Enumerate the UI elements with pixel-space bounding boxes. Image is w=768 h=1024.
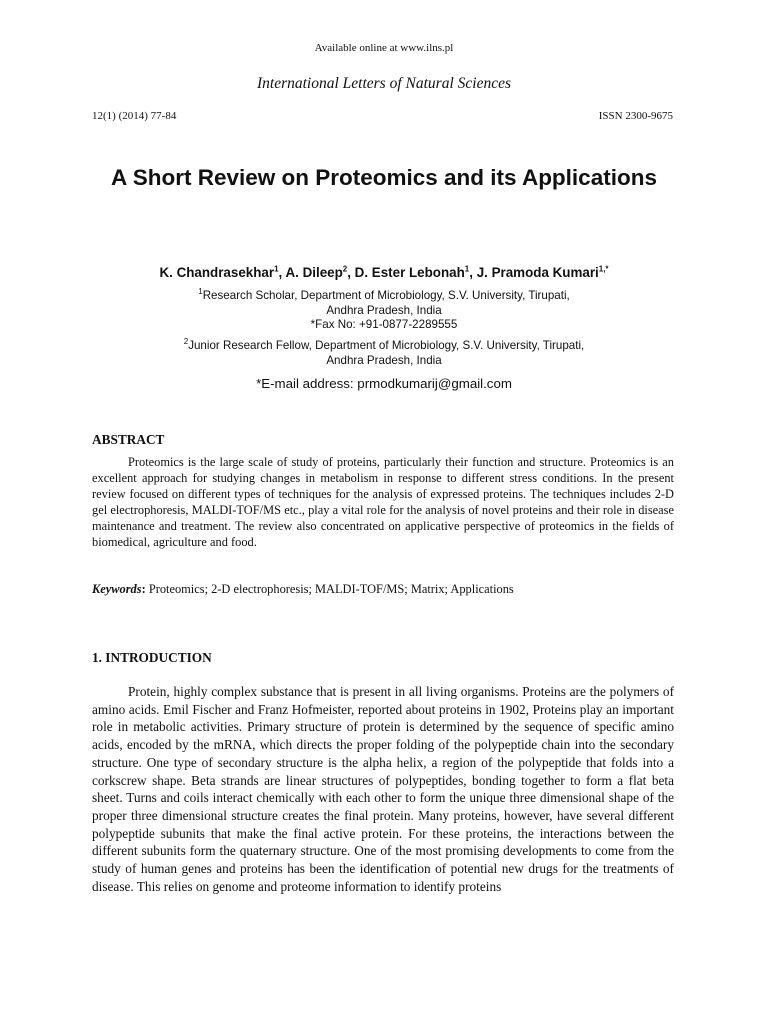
affil-line: Junior Research Fellow, Department of Microbiology, S.V. University, Tirupati, xyxy=(188,339,585,352)
keywords-line xyxy=(92,582,514,597)
affil-line: Andhra Pradesh, India xyxy=(326,303,442,317)
keywords-text: Proteomics; 2-D electrophoresis; MALDI-TOF/MS; Matrix; Applications xyxy=(145,582,514,596)
affiliation-1 xyxy=(0,289,768,333)
author-separator: , xyxy=(278,265,286,280)
author-name: A. Dileep xyxy=(285,265,343,280)
author-name: K. Chandrasekhar xyxy=(159,265,275,280)
affil-mark: 2 xyxy=(183,337,189,347)
affil-mark: 1 xyxy=(198,287,203,297)
author-name: D. Ester Lebonah xyxy=(354,265,465,280)
affil-line: Research Scholar, Department of Microbiology, S.V. University, Tirupati, xyxy=(202,289,570,302)
keywords-colon: : xyxy=(141,582,146,596)
abstract-text: Proteomics is the large scale of study of proteins, particularly their function and structure. Proteomics is an excellent approach for studying changes in metabolism in response to different stress conditions. In the present review focused on different types of techniques for the analysis of expressed proteins. The techniques includes 2-D gel electrophoresis, MALDI-TOF/MS etc., play a vital role for the analysis of novel proteins and their role in disease maintenance and treatment. The review also concentrated on applicative perspective of proteomics in the fields of biomedical, agriculture and food. xyxy=(92,455,674,549)
fax-line: *Fax No: +91-0877-2289555 xyxy=(310,318,458,331)
introduction-text: Protein, highly complex substance that is present in all living organisms. Proteins are the polymers of amino acids. Emil Fischer and Franz Hofmeister, reported about proteins in 1902, Proteins play an important role in metabolic activities. Primary structure of protein is determined by the sequence of specific amino acids, encoded by the mRNA, which directs the proper folding of the polypeptide chain into the secondary structure. One type of secondary structure is the alpha helix, a region of the polypeptide that folds into a corkscrew shape. Beta strands are linear structures of polypeptides, bonding together to form a flat beta sheet. Turns and coils interact chemically with each other to form the unique three dimensional shape of the proper three dimensional structure creates the final protein. Many proteins, however, have several different polypeptide subunits that make the final active protein. For these proteins, the interactions between the different subunits form the quaternary structure. One of the most promising developments to come from the study of human genes and proteins has been the identification of potential new drugs for the treatments of disease. This relies on genome and proteome information to identify proteins xyxy=(92,684,674,894)
introduction-heading: 1. INTRODUCTION xyxy=(92,650,212,665)
author-affil-mark: 2 xyxy=(342,264,348,274)
corresponding-mark: * xyxy=(605,264,609,274)
author-separator: , xyxy=(469,265,477,280)
availability-line: Available online at www.ilns.pl xyxy=(314,42,454,54)
paper-title: A Short Review on Proteomics and its Applications xyxy=(111,165,657,190)
author-affil-mark: 1, xyxy=(598,264,606,274)
author-list xyxy=(0,265,768,280)
author-name: J. Pramoda Kumari xyxy=(476,265,599,280)
author-affil-mark: 1 xyxy=(464,264,470,274)
author-affil-mark: 1 xyxy=(274,264,279,274)
affil-line: Andhra Pradesh, India xyxy=(326,353,442,367)
author-separator: , xyxy=(347,265,355,280)
issn: ISSN 2300-9675 xyxy=(598,110,673,122)
journal-name: International Letters of Natural Sciences xyxy=(256,75,511,92)
affiliation-2 xyxy=(0,339,768,368)
abstract-heading: ABSTRACT xyxy=(92,432,165,447)
keywords-label: Keywords xyxy=(92,582,142,596)
volume-info: 12(1) (2014) 77-84 xyxy=(92,110,177,122)
email-address: *E-mail address: prmodkumarij@gmail.com xyxy=(256,376,512,391)
